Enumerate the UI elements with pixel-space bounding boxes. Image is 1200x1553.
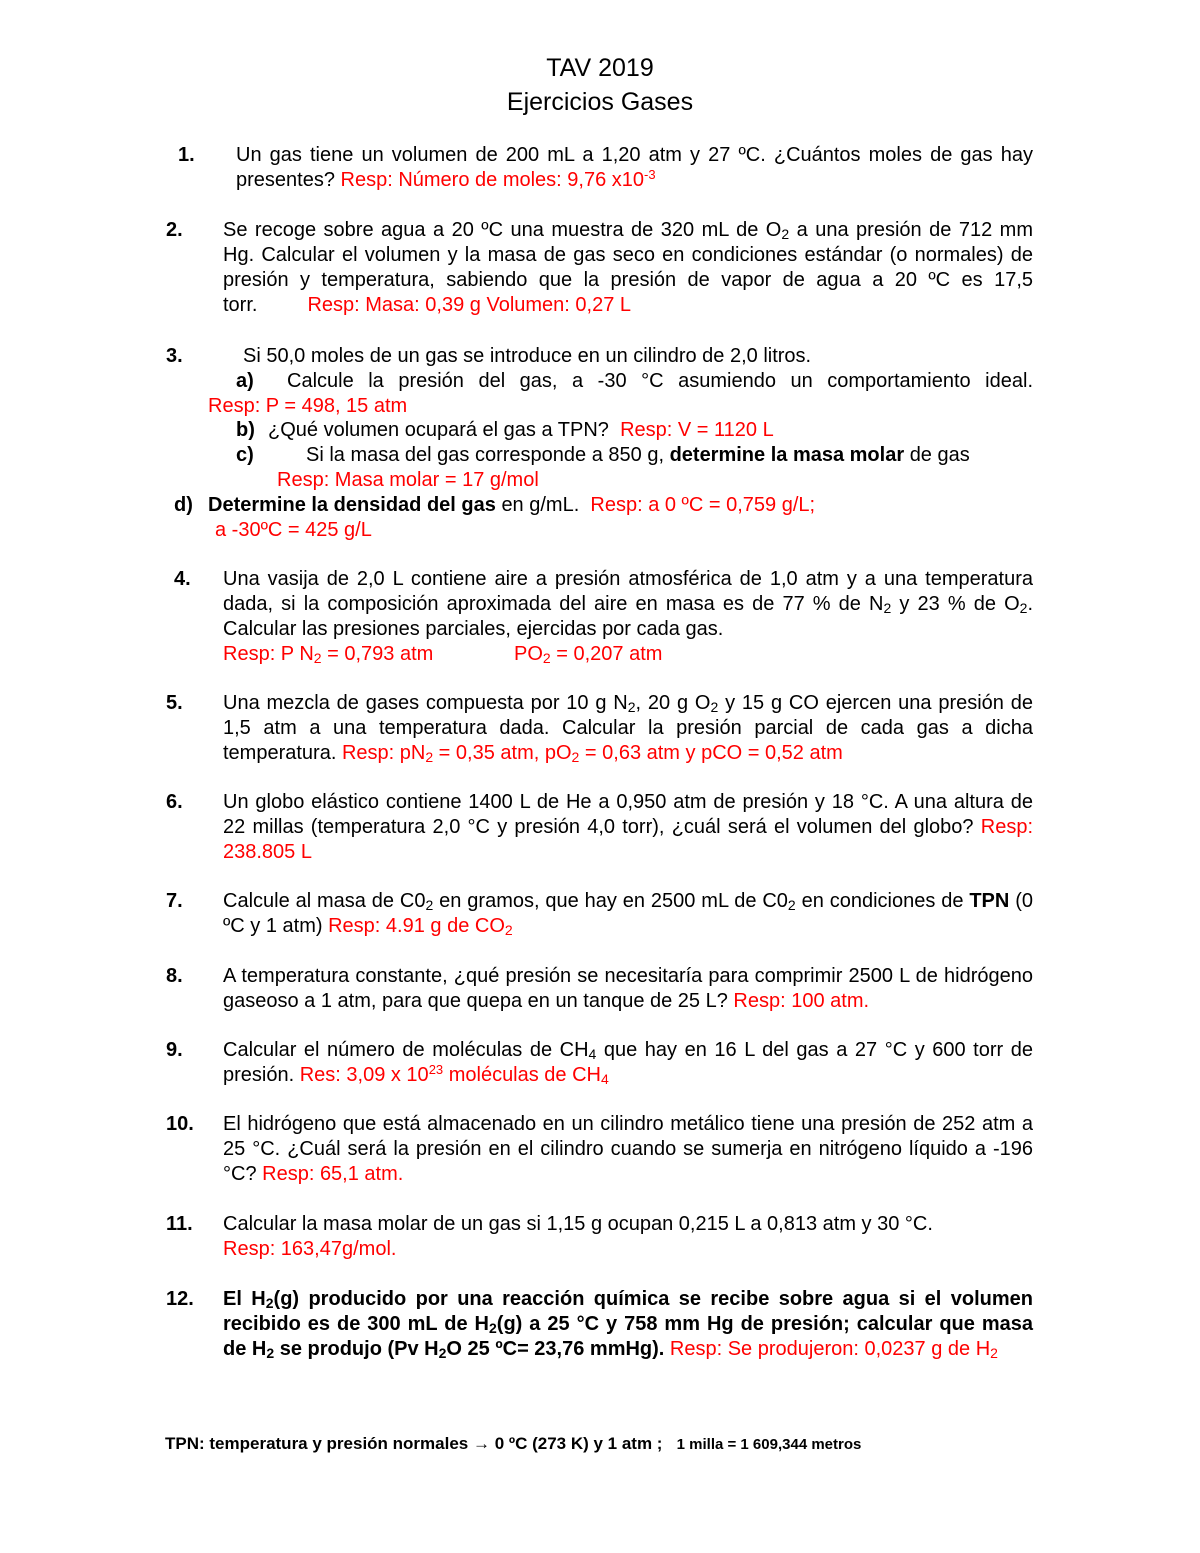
exercise-text: Calcular la masa molar de un gas si 1,15 g ocupan 0,215 L a 0,813 atm y 30 °C. bbox=[223, 1213, 933, 1235]
item-a-label: a) bbox=[236, 370, 254, 392]
exercise-text: Si 50,0 moles de un gas se introduce en un cilindro de 2,0 litros. bbox=[243, 345, 812, 367]
item-d-text: Determine la densidad del gas en g/mL. Resp: a 0 ºC = 0,759 g/L; bbox=[208, 494, 816, 516]
item-b-label: b) bbox=[236, 419, 255, 441]
exercise-text: Una mezcla de gases compuesta por 10 g $N_2$, 20 g $O_2$ y 15 g CO ejercen una presión de 1,5 atm a una temperatura dada. Calcular la presión parcial de cada gas a dicha temperatura. Resp: $pN_2 = 0,35$ atm, $pO_2 = 0,63$ atm y pCO = 0,52 atm bbox=[223, 692, 1033, 765]
item-d-answer: Resp: a 0 ºC = 0,759 g/L; bbox=[590, 494, 816, 516]
document-subtitle: Ejercicios Gases bbox=[506, 88, 694, 116]
answer: Resp: $pN_2 = 0,35$ atm, $pO_2 = 0,63$ atm y pCO = 0,52 atm bbox=[336, 742, 843, 765]
exercise-text: Se recoge sobre agua a 20 ºC una muestra de 320 mL de $O_2$ a una presión de 712 mm Hg. Calcular el volumen y la masa de gas seco en condiciones estándar (o normales) de presión y temperatura, sabiendo que la presión de vapor de agua a 20 ºC es 17,5 torr. Resp: Masa: 0,39 g Volumen: 0,27 L bbox=[223, 219, 1033, 316]
exercise-text: Una vasija de 2,0 L contiene aire a presión atmosférica de 1,0 atm y a una temperatura dada, si la composición aproximada del aire en masa es de 77 % de $N_2$ y 23 % de $O_2$. Calcular las presiones parciales, ejercidas por cada gas. bbox=[223, 568, 1033, 640]
item-c-label: c) bbox=[236, 444, 254, 466]
item-c-text: Si la masa del gas corresponde a 850 g, determine la masa molar de gas bbox=[306, 444, 970, 466]
item-c-answer: Resp: Masa molar = 17 g/mol bbox=[277, 469, 539, 491]
item-a-text: Calcule la presión del gas, a -30 °C asumiendo un comportamiento ideal. bbox=[287, 370, 1033, 392]
answer: Resp: Número de moles: 9,76 $x10^{-3}$ bbox=[340, 167, 656, 191]
item-d-label: d) bbox=[174, 494, 193, 516]
exercise-number: 8. bbox=[166, 965, 183, 987]
item-d-answer-2: a -30ºC = 425 g/L bbox=[215, 519, 372, 541]
exercise-number: 5. bbox=[166, 692, 183, 714]
exercise-number: 6. bbox=[166, 791, 183, 813]
answer: Res: 3,09 x $10^{23}$ moléculas de $CH_4$ bbox=[294, 1062, 609, 1087]
exercise-number: 1. bbox=[178, 144, 195, 166]
footer-note: TPN: temperatura y presión normales → 0 ºC (273 K) y 1 atm ; 1 milla = 1 609,344 metros bbox=[165, 1434, 862, 1453]
exercise-number: 12. bbox=[166, 1288, 194, 1310]
answer: Resp: 4.91 g de $CO_2$ bbox=[322, 915, 513, 938]
answer: Resp: 163,47g/mol. bbox=[223, 1238, 397, 1260]
exercise-text: Calcule al masa de $C0_2$ en gramos, que hay en 2500 mL de $C0_2$ en condiciones de TPN (0 ºC y 1 atm) Resp: 4.91 g de $CO_2$ bbox=[223, 890, 1034, 938]
answer: Resp: Masa: 0,39 g Volumen: 0,27 L bbox=[307, 294, 632, 316]
exercise-text: Calcular el número de moléculas de $CH_4$ que hay en 16 L del gas a 27 °C y 600 torr de presión. Res: 3,09 x $10^{23}$ moléculas de $CH_4$ bbox=[223, 1039, 1033, 1087]
exercise-text: Un gas tiene un volumen de 200 mL a 1,20 atm y 27 ºC. ¿Cuántos moles de gas hay presentes? Resp: Número de moles: 9,76 $x10^{-3}$ bbox=[236, 144, 1033, 191]
answer: Resp: 100 atm. bbox=[727, 990, 870, 1012]
exercise-number: 3. bbox=[166, 345, 183, 367]
exercise-number: 11. bbox=[166, 1213, 193, 1235]
answer-2: $PO_2 = 0,207$ atm bbox=[514, 643, 663, 666]
item-b-text: ¿Qué volumen ocupará el gas a TPN? Resp: V = 1120 L bbox=[268, 419, 774, 441]
exercise-number: 9. bbox=[166, 1039, 183, 1061]
item-a-answer: Resp: P = 498, 15 atm bbox=[208, 395, 408, 417]
exercise-number: 7. bbox=[166, 890, 183, 912]
exercise-text: A temperatura constante, ¿qué presión se necesitaría para comprimir 2500 L de hidrógeno gaseoso a 1 atm, para que quepa en un tanque de 25 L? Resp: 100 atm. bbox=[223, 965, 1033, 1012]
exercise-text: El hidrógeno que está almacenado en un cilindro metálico tiene una presión de 252 atm a 25 °C. ¿Cuál será la presión en el cilindro cuando se sumerja en nitrógeno líquido a -196 °C? Resp: 65,1 atm. bbox=[223, 1113, 1033, 1185]
answer: Resp: 238.805 L bbox=[223, 816, 1033, 863]
answer: Resp: 65,1 atm. bbox=[256, 1163, 404, 1185]
exercise-number: 4. bbox=[174, 568, 191, 590]
answer: Resp: P $N_2 = 0,793$ atm bbox=[223, 643, 434, 666]
item-b-answer: Resp: V = 1120 L bbox=[620, 419, 774, 441]
answer: Resp: Se produjeron: 0,0237 g de $H_2$ bbox=[664, 1338, 998, 1361]
document-title: TAV 2019 bbox=[546, 54, 654, 82]
exercise-text: Un globo elástico contiene 1400 L de He a 0,950 atm de presión y 18 °C. A una altura de 22 millas (temperatura 2,0 °C y presión 4,0 torr), ¿cuál será el volumen del globo? Resp: 238.805 L bbox=[223, 791, 1033, 863]
exercise-number: 10. bbox=[166, 1113, 194, 1135]
exercise-text: El $H_2(g)$ producido por una reacción química se recibe sobre agua si el volumen recibido es de 300 mL de $H_2(g)$ a 25 °C y 758 mm Hg de presión; calcular que masa de $H_2$ se produjo (Pv $H_2O$ 25 ºC= 23,76 mmHg). Resp: Se produjeron: 0,0237 g de $H_2$ bbox=[223, 1288, 1034, 1361]
exercise-number: 2. bbox=[166, 219, 183, 241]
